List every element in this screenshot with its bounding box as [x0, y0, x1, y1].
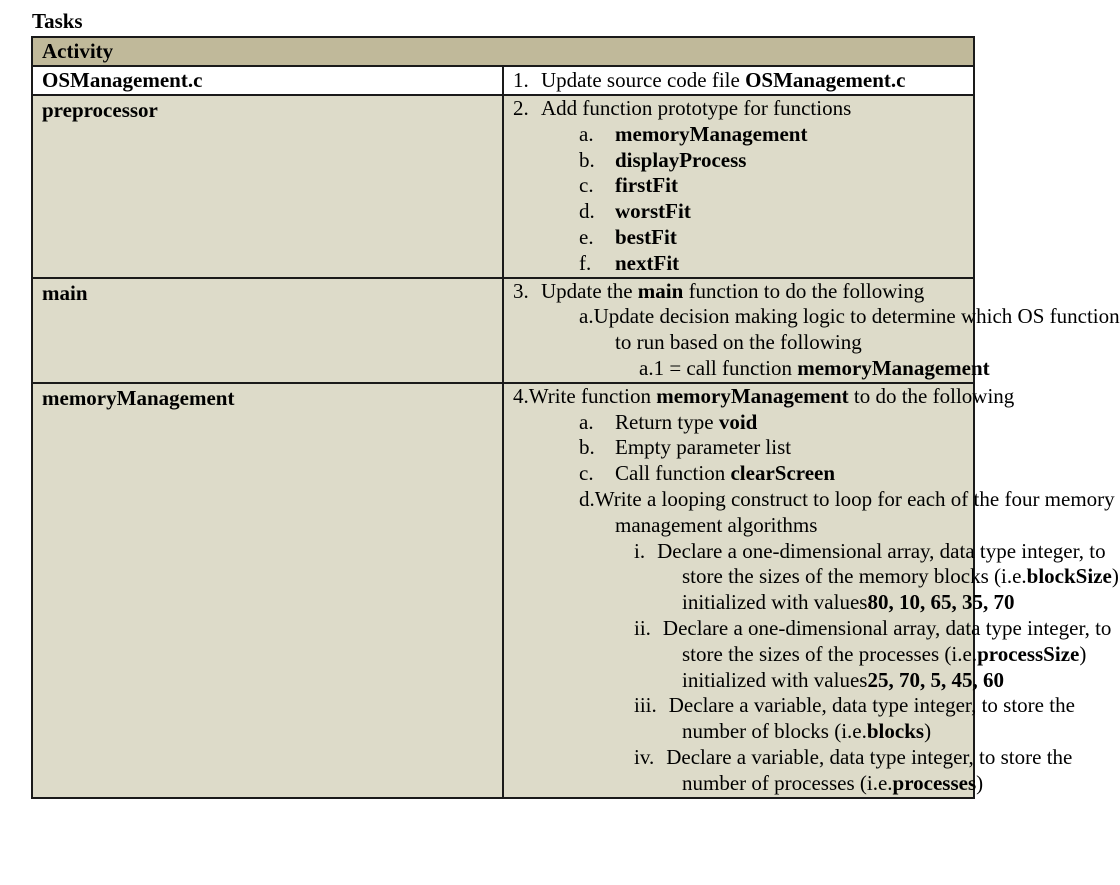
item-number: a. [639, 355, 654, 380]
table-row [32, 278, 974, 383]
item-text: number of processes (i.e. [682, 770, 893, 795]
item-text: Add function prototype for functions [541, 96, 852, 120]
item-text: management algorithms [615, 512, 818, 537]
item-text: number of blocks (i.e. [682, 719, 867, 744]
item-number: c. [579, 173, 594, 198]
sub-item-continuation [504, 330, 973, 356]
item-bold-text: void [718, 409, 758, 434]
roman-item-continuation [504, 641, 1087, 668]
item-number: d. [579, 486, 595, 511]
item-text: Declare a one-dimensional array, data type integer, to [657, 538, 1106, 563]
roman-item [504, 744, 1073, 771]
item-text: to do the following [853, 383, 1015, 408]
roman-item-continuation [504, 667, 1004, 694]
item-bold-text: displayProcess [615, 147, 747, 172]
row-content [503, 278, 1120, 383]
item-bold-text: clearScreen [730, 461, 836, 486]
sub-item [504, 225, 973, 251]
item-text: ) [924, 719, 932, 744]
item-bold-text: main [637, 278, 684, 303]
item-bold-text: processes [892, 770, 977, 795]
item-bold-text: worstFit [615, 199, 691, 224]
item-number: 3. [513, 278, 529, 303]
item-number: 4. [513, 383, 529, 408]
item-text: initialized with values [682, 590, 868, 615]
item-bold-text: processSize [977, 641, 1080, 666]
sub-item [504, 304, 1120, 330]
list-item [504, 96, 973, 122]
list-item [504, 383, 1015, 410]
item-number: iv. [634, 744, 655, 769]
row-label: preprocessor [32, 95, 503, 278]
item-number: f. [579, 250, 592, 275]
item-text: store the sizes of the processes (i.e. [682, 641, 978, 666]
item-bold-text: 25, 70, 5, 45, 60 [867, 667, 1004, 692]
item-text: ) [1111, 564, 1119, 589]
row-content [503, 383, 1119, 798]
item-number: c. [579, 461, 594, 486]
item-number: 2. [513, 96, 529, 120]
item-text: Write a looping construct to loop for each of the four memory [594, 486, 1115, 511]
sub-item-continuation [504, 513, 973, 539]
item-bold-text: 80, 10, 65, 35, 70 [867, 590, 1015, 615]
item-text: Empty parameter list [615, 435, 792, 460]
item-number: d. [579, 199, 595, 224]
sub-item [504, 148, 973, 174]
item-text: Declare a variable, data type integer, to store the [666, 744, 1073, 769]
item-number: a. [579, 121, 594, 146]
item-text: Update the [541, 278, 633, 303]
item-number: ii. [634, 615, 651, 640]
table-header-activity: Activity [32, 37, 974, 66]
activity-table [31, 36, 1120, 799]
item-bold-text: memoryManagement [656, 383, 849, 408]
sub-item [504, 251, 973, 277]
row-content [503, 95, 974, 278]
item-number: a. [579, 304, 594, 329]
sub-item [504, 199, 973, 225]
roman-item-continuation [504, 719, 973, 745]
sub-sub-item [504, 355, 990, 382]
sub-item [504, 461, 973, 487]
item-bold-text: nextFit [615, 250, 680, 275]
sub-item [504, 486, 1115, 513]
page-title: Tasks [32, 9, 83, 33]
item-text: Declare a one-dimensional array, data type integer, to [662, 615, 1112, 640]
item-number: b. [579, 435, 595, 460]
item-text: ) [1079, 641, 1087, 666]
item-bold-text: bestFit [615, 224, 677, 249]
item-number: 1. [513, 68, 529, 92]
item-number: e. [579, 224, 594, 249]
item-text: Update source code file [541, 68, 740, 92]
item-bold-text: firstFit [615, 173, 678, 198]
item-text: Declare a variable, data type integer, to store the [668, 693, 1075, 718]
item-text: store the sizes of the memory blocks (i.e. [682, 564, 1027, 589]
item-text: initialized with values [682, 667, 868, 692]
sub-item [504, 410, 973, 436]
item-text: Call function [615, 461, 726, 486]
sub-item [504, 173, 973, 199]
item-number: i. [634, 538, 646, 563]
item-text: Return type [615, 409, 714, 434]
table-row [32, 66, 974, 95]
roman-item-continuation [504, 590, 1015, 616]
item-bold-text: blocks [866, 719, 925, 744]
roman-item [504, 615, 1112, 642]
row-label: main [32, 278, 503, 383]
roman-item [504, 693, 1075, 719]
roman-item-continuation [504, 770, 984, 797]
item-number: a. [579, 409, 594, 434]
row-label: memoryManagement [32, 383, 503, 798]
item-bold-text: memoryManagement [615, 121, 808, 146]
item-text: to run based on the following [615, 330, 862, 355]
sub-item [504, 435, 973, 461]
table-row [32, 383, 974, 798]
item-number: b. [579, 147, 595, 172]
item-text: Write function [528, 383, 651, 408]
roman-item [504, 538, 1106, 565]
item-text: ) [976, 770, 984, 795]
item-number: iii. [634, 693, 657, 718]
item-bold-text: blockSize [1026, 564, 1112, 589]
item-bold-text: memoryManagement [797, 355, 990, 380]
list-item [504, 279, 973, 305]
item-text: Update decision making logic to determine which OS function [593, 304, 1120, 329]
item-text: 1 = call function [653, 355, 792, 380]
table-row [32, 95, 974, 278]
row-label: OSManagement.c [32, 66, 503, 95]
roman-item-continuation [504, 564, 1119, 590]
item-text: function to do the following [688, 278, 925, 303]
item-bold-text: OSManagement.c [745, 68, 906, 92]
sub-item [504, 122, 973, 148]
list-item [504, 67, 973, 93]
row-content [503, 66, 974, 95]
